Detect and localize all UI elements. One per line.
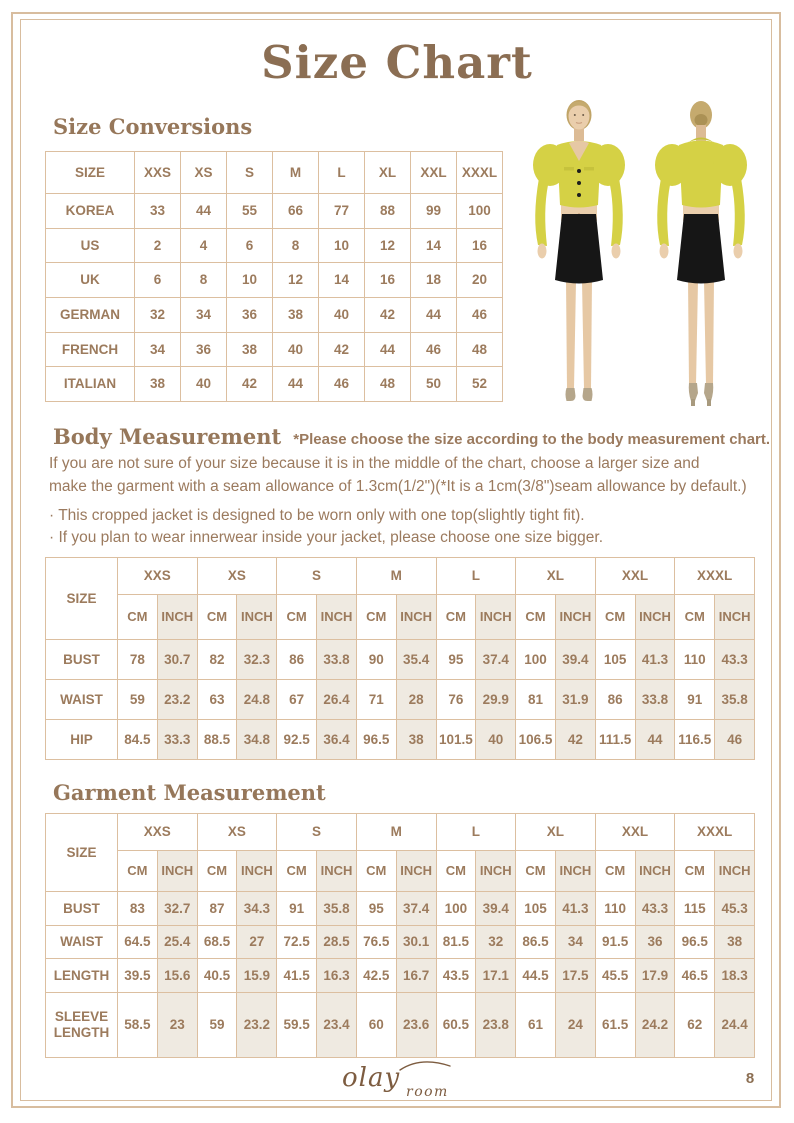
inch-value: 46 — [715, 720, 755, 760]
inch-value: 15.9 — [237, 959, 277, 993]
inch-value: 39.4 — [476, 892, 516, 926]
cm-value: 40.5 — [197, 959, 237, 993]
row-label: WAIST — [46, 680, 118, 720]
value-cell: 34 — [181, 297, 227, 332]
value-cell: 10 — [227, 263, 273, 298]
value-cell: 44 — [181, 194, 227, 229]
cm-value: 82 — [197, 640, 237, 680]
value-cell: 12 — [365, 228, 411, 263]
cm-value: 39.5 — [118, 959, 158, 993]
cm-header: CM — [595, 851, 635, 892]
inch-value: 35.8 — [715, 680, 755, 720]
cm-header: CM — [197, 851, 237, 892]
cm-header: CM — [356, 851, 396, 892]
value-cell: 6 — [135, 263, 181, 298]
row-label: BUST — [46, 892, 118, 926]
value-cell: 6 — [227, 228, 273, 263]
page-number: 8 — [745, 1070, 755, 1087]
inch-value: 23.2 — [237, 992, 277, 1057]
cm-value: 116.5 — [675, 720, 715, 760]
value-cell: 46 — [411, 332, 457, 367]
body-measurement-paragraph — [49, 452, 764, 498]
inch-header: INCH — [157, 851, 197, 892]
row-label: KOREA — [46, 194, 135, 229]
size-header: XXS — [118, 814, 198, 851]
value-cell: 48 — [457, 332, 503, 367]
column-header: XL — [365, 152, 411, 194]
column-header: L — [319, 152, 365, 194]
cm-value: 96.5 — [356, 720, 396, 760]
row-label: GERMAN — [46, 297, 135, 332]
cm-value: 95 — [436, 640, 476, 680]
size-header: S — [277, 814, 357, 851]
cm-value: 71 — [356, 680, 396, 720]
cm-value: 76.5 — [356, 925, 396, 959]
inch-value: 43.3 — [635, 892, 675, 926]
cm-value: 64.5 — [118, 925, 158, 959]
value-cell: 48 — [365, 367, 411, 402]
body-measurement-heading: Body Measurement — [53, 424, 282, 449]
garment-measurement-table — [45, 813, 755, 1058]
model-illustration — [523, 93, 767, 423]
inch-header: INCH — [317, 595, 357, 640]
value-cell: 50 — [411, 367, 457, 402]
value-cell: 18 — [411, 263, 457, 298]
cm-value: 87 — [197, 892, 237, 926]
inch-value: 38 — [396, 720, 436, 760]
inch-value: 38 — [715, 925, 755, 959]
row-label: SLEEVE LENGTH — [46, 992, 118, 1057]
model-back-view — [655, 101, 747, 406]
cm-value: 86.5 — [516, 925, 556, 959]
cm-value: 105 — [595, 640, 635, 680]
cm-value: 81.5 — [436, 925, 476, 959]
value-cell: 42 — [319, 332, 365, 367]
value-cell: 14 — [411, 228, 457, 263]
value-cell: 52 — [457, 367, 503, 402]
model-front-back-image — [523, 93, 767, 423]
value-cell: 88 — [365, 194, 411, 229]
value-cell: 38 — [227, 332, 273, 367]
column-header: S — [227, 152, 273, 194]
cm-value: 95 — [356, 892, 396, 926]
inch-value: 39.4 — [555, 640, 595, 680]
column-header: XXL — [411, 152, 457, 194]
inch-value: 24.4 — [715, 992, 755, 1057]
inch-value: 34.8 — [237, 720, 277, 760]
body-measurement-bullets — [49, 505, 764, 548]
cm-value: 42.5 — [356, 959, 396, 993]
inch-value: 16.7 — [396, 959, 436, 993]
cm-value: 61 — [516, 992, 556, 1057]
row-label: ITALIAN — [46, 367, 135, 402]
inch-value: 35.8 — [317, 892, 357, 926]
cm-value: 44.5 — [516, 959, 556, 993]
inch-value: 28.5 — [317, 925, 357, 959]
cm-header: CM — [516, 595, 556, 640]
inch-value: 18.3 — [715, 959, 755, 993]
cm-value: 84.5 — [118, 720, 158, 760]
value-cell: 33 — [135, 194, 181, 229]
inch-header: INCH — [237, 851, 277, 892]
size-header: XS — [197, 558, 277, 595]
inch-header: INCH — [317, 851, 357, 892]
brand-signature — [338, 1054, 478, 1102]
row-label: WAIST — [46, 925, 118, 959]
inch-value: 32.7 — [157, 892, 197, 926]
inch-value: 44 — [635, 720, 675, 760]
size-header: XL — [516, 558, 596, 595]
cm-value: 96.5 — [675, 925, 715, 959]
column-header: XXS — [135, 152, 181, 194]
cm-value: 58.5 — [118, 992, 158, 1057]
row-label: BUST — [46, 640, 118, 680]
value-cell: 55 — [227, 194, 273, 229]
value-cell: 36 — [227, 297, 273, 332]
inch-value: 43.3 — [715, 640, 755, 680]
body-measurement-heading-row — [53, 424, 770, 449]
body-measurement-table — [45, 557, 755, 760]
cm-header: CM — [675, 595, 715, 640]
row-label: UK — [46, 263, 135, 298]
value-cell: 20 — [457, 263, 503, 298]
cm-value: 91 — [675, 680, 715, 720]
inch-header: INCH — [635, 851, 675, 892]
column-header: XXXL — [457, 152, 503, 194]
inch-value: 29.9 — [476, 680, 516, 720]
value-cell: 38 — [273, 297, 319, 332]
cm-value: 88.5 — [197, 720, 237, 760]
inch-value: 35.4 — [396, 640, 436, 680]
value-cell: 16 — [457, 228, 503, 263]
corner-header: SIZE — [46, 814, 118, 892]
value-cell: 16 — [365, 263, 411, 298]
cm-value: 110 — [675, 640, 715, 680]
row-label: LENGTH — [46, 959, 118, 993]
body-measurement-note: *Please choose the size according to the body measurement chart. — [293, 431, 771, 448]
signature-main-text: olay — [342, 1063, 401, 1093]
cm-value: 86 — [595, 680, 635, 720]
brand-signature-image — [338, 1054, 478, 1102]
bullet-line: · This cropped jacket is designed to be worn only with one top(slightly tight fit). — [49, 507, 585, 524]
inch-value: 27 — [237, 925, 277, 959]
value-cell: 44 — [365, 332, 411, 367]
cm-value: 63 — [197, 680, 237, 720]
size-header: L — [436, 814, 516, 851]
inch-value: 41.3 — [555, 892, 595, 926]
cm-header: CM — [197, 595, 237, 640]
cm-header: CM — [436, 595, 476, 640]
inch-value: 32.3 — [237, 640, 277, 680]
cm-header: CM — [595, 595, 635, 640]
cm-header: CM — [118, 851, 158, 892]
size-header: XXS — [118, 558, 198, 595]
signature-sub-text: room — [406, 1084, 449, 1100]
inch-value: 36.4 — [317, 720, 357, 760]
column-header: XS — [181, 152, 227, 194]
cm-value: 62 — [675, 992, 715, 1057]
cm-value: 90 — [356, 640, 396, 680]
inch-value: 30.7 — [157, 640, 197, 680]
cm-header: CM — [516, 851, 556, 892]
inch-value: 45.3 — [715, 892, 755, 926]
value-cell: 8 — [181, 263, 227, 298]
corner-header: SIZE — [46, 152, 135, 194]
inch-value: 23.8 — [476, 992, 516, 1057]
size-header: L — [436, 558, 516, 595]
value-cell: 99 — [411, 194, 457, 229]
inch-value: 16.3 — [317, 959, 357, 993]
cm-value: 100 — [436, 892, 476, 926]
value-cell: 8 — [273, 228, 319, 263]
cm-value: 91 — [277, 892, 317, 926]
cm-value: 105 — [516, 892, 556, 926]
cm-value: 60.5 — [436, 992, 476, 1057]
inch-value: 32 — [476, 925, 516, 959]
inch-header: INCH — [157, 595, 197, 640]
inch-header: INCH — [715, 851, 755, 892]
column-header: M — [273, 152, 319, 194]
cm-value: 41.5 — [277, 959, 317, 993]
cm-value: 61.5 — [595, 992, 635, 1057]
size-conversions-heading: Size Conversions — [53, 114, 253, 139]
inch-value: 17.9 — [635, 959, 675, 993]
cm-value: 81 — [516, 680, 556, 720]
value-cell: 42 — [227, 367, 273, 402]
value-cell: 40 — [273, 332, 319, 367]
value-cell: 36 — [181, 332, 227, 367]
cm-value: 100 — [516, 640, 556, 680]
inch-header: INCH — [635, 595, 675, 640]
value-cell: 40 — [319, 297, 365, 332]
cm-value: 59 — [197, 992, 237, 1057]
cm-header: CM — [675, 851, 715, 892]
inch-value: 17.1 — [476, 959, 516, 993]
inch-value: 25.4 — [157, 925, 197, 959]
inch-value: 37.4 — [396, 892, 436, 926]
value-cell: 100 — [457, 194, 503, 229]
cm-value: 110 — [595, 892, 635, 926]
size-conversions-table — [45, 151, 503, 402]
value-cell: 32 — [135, 297, 181, 332]
inch-value: 40 — [476, 720, 516, 760]
inch-value: 41.3 — [635, 640, 675, 680]
cm-value: 78 — [118, 640, 158, 680]
cm-value: 115 — [675, 892, 715, 926]
inch-header: INCH — [476, 595, 516, 640]
row-label: US — [46, 228, 135, 263]
cm-value: 45.5 — [595, 959, 635, 993]
cm-value: 91.5 — [595, 925, 635, 959]
inch-header: INCH — [396, 595, 436, 640]
inch-value: 23.2 — [157, 680, 197, 720]
value-cell: 66 — [273, 194, 319, 229]
cm-value: 92.5 — [277, 720, 317, 760]
cm-header: CM — [277, 595, 317, 640]
row-label: FRENCH — [46, 332, 135, 367]
inch-value: 23.4 — [317, 992, 357, 1057]
size-header: XXL — [595, 814, 675, 851]
cm-header: CM — [356, 595, 396, 640]
value-cell: 10 — [319, 228, 365, 263]
paragraph-line: If you are not sure of your size because it is in the middle of the chart, choose a larger size and — [49, 455, 700, 472]
cm-value: 59 — [118, 680, 158, 720]
cm-value: 60 — [356, 992, 396, 1057]
value-cell: 34 — [135, 332, 181, 367]
size-header: XL — [516, 814, 596, 851]
inch-value: 33.8 — [317, 640, 357, 680]
paragraph-line: make the garment with a seam allowance of 1.3cm(1/2")(*It is a 1cm(3/8")seam allowance by default.) — [49, 478, 747, 495]
model-front-view — [533, 100, 625, 401]
inch-value: 34 — [555, 925, 595, 959]
inch-value: 26.4 — [317, 680, 357, 720]
value-cell: 12 — [273, 263, 319, 298]
value-cell: 46 — [457, 297, 503, 332]
cm-value: 43.5 — [436, 959, 476, 993]
value-cell: 2 — [135, 228, 181, 263]
cm-value: 83 — [118, 892, 158, 926]
size-header: S — [277, 558, 357, 595]
cm-header: CM — [436, 851, 476, 892]
cm-header: CM — [277, 851, 317, 892]
inch-value: 33.8 — [635, 680, 675, 720]
size-header: M — [356, 814, 436, 851]
value-cell: 44 — [411, 297, 457, 332]
value-cell: 46 — [319, 367, 365, 402]
cm-value: 59.5 — [277, 992, 317, 1057]
inch-value: 33.3 — [157, 720, 197, 760]
cm-header: CM — [118, 595, 158, 640]
size-header: XXXL — [675, 558, 755, 595]
corner-header: SIZE — [46, 558, 118, 640]
value-cell: 40 — [181, 367, 227, 402]
inch-value: 36 — [635, 925, 675, 959]
value-cell: 14 — [319, 263, 365, 298]
inch-value: 37.4 — [476, 640, 516, 680]
size-header: M — [356, 558, 436, 595]
page-title: Size Chart — [261, 36, 533, 89]
inch-value: 23 — [157, 992, 197, 1057]
inch-value: 15.6 — [157, 959, 197, 993]
inch-value: 42 — [555, 720, 595, 760]
inch-header: INCH — [555, 851, 595, 892]
inch-value: 23.6 — [396, 992, 436, 1057]
cm-value: 111.5 — [595, 720, 635, 760]
cm-value: 86 — [277, 640, 317, 680]
row-label: HIP — [46, 720, 118, 760]
cm-value: 72.5 — [277, 925, 317, 959]
value-cell: 44 — [273, 367, 319, 402]
value-cell: 38 — [135, 367, 181, 402]
cm-value: 67 — [277, 680, 317, 720]
size-header: XS — [197, 814, 277, 851]
cm-value: 76 — [436, 680, 476, 720]
inch-value: 30.1 — [396, 925, 436, 959]
inch-value: 17.5 — [555, 959, 595, 993]
bullet-line: · If you plan to wear innerwear inside your jacket, please choose one size bigger. — [49, 528, 604, 546]
inch-header: INCH — [237, 595, 277, 640]
size-header: XXXL — [675, 814, 755, 851]
inch-header: INCH — [715, 595, 755, 640]
cm-value: 46.5 — [675, 959, 715, 993]
inch-value: 24.8 — [237, 680, 277, 720]
value-cell: 77 — [319, 194, 365, 229]
inch-header: INCH — [476, 851, 516, 892]
inch-value: 34.3 — [237, 892, 277, 926]
inch-header: INCH — [555, 595, 595, 640]
cm-value: 101.5 — [436, 720, 476, 760]
inch-value: 24 — [555, 992, 595, 1057]
cm-value: 68.5 — [197, 925, 237, 959]
inch-value: 28 — [396, 680, 436, 720]
inch-value: 24.2 — [635, 992, 675, 1057]
inch-header: INCH — [396, 851, 436, 892]
size-header: XXL — [595, 558, 675, 595]
cm-value: 106.5 — [516, 720, 556, 760]
inch-value: 31.9 — [555, 680, 595, 720]
garment-measurement-heading: Garment Measurement — [53, 780, 326, 805]
value-cell: 4 — [181, 228, 227, 263]
value-cell: 42 — [365, 297, 411, 332]
